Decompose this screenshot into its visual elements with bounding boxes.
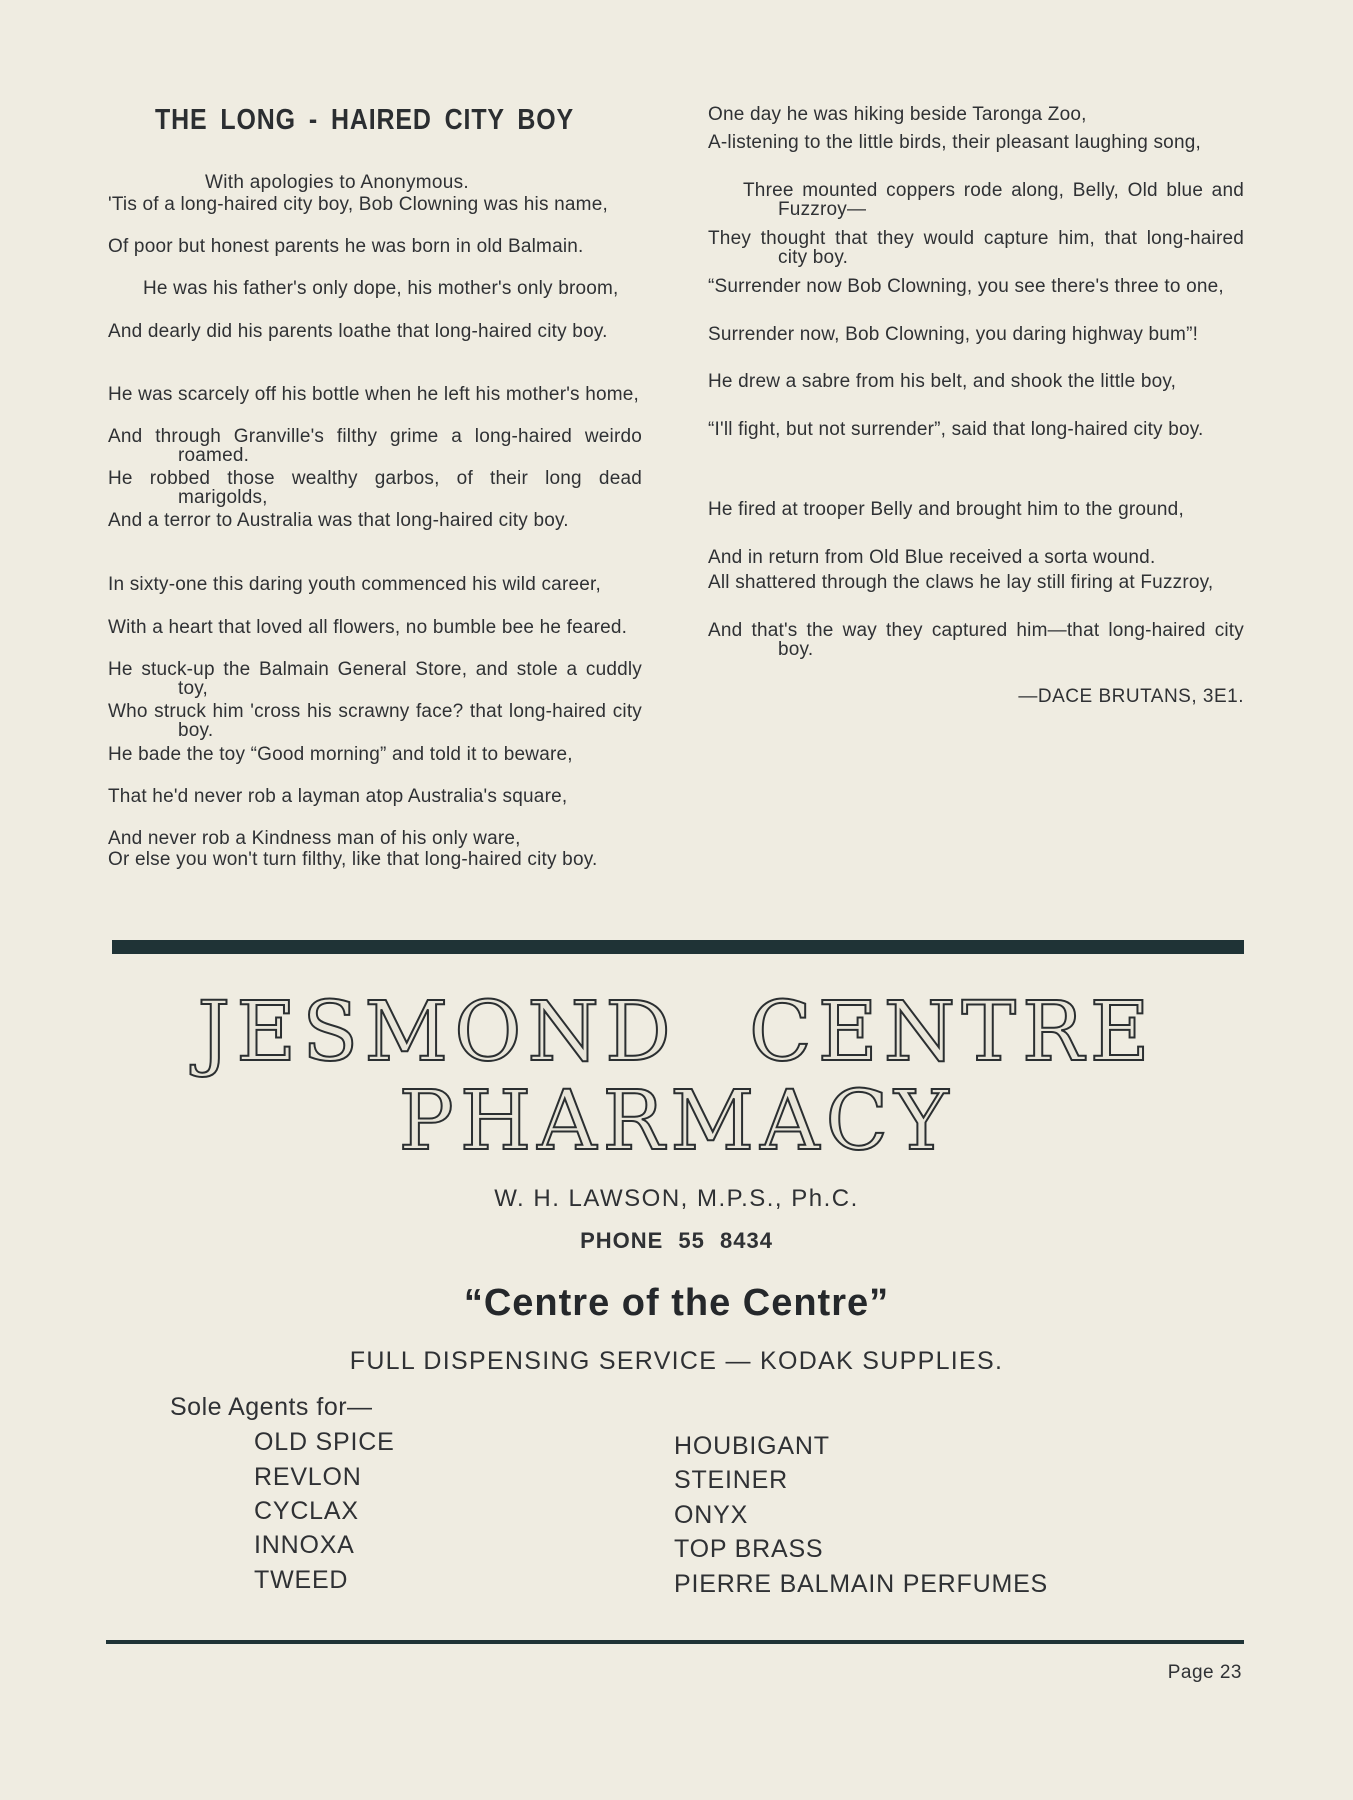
poem-line: Surrender now, Bob Clowning, you daring highway bum”! <box>708 324 1199 345</box>
poem-line: And a terror to Australia was that long-haired city boy. <box>108 510 569 531</box>
agent-item: CYCLAX <box>254 1497 359 1525</box>
poem-line: In sixty-one this daring youth commenced his wild career, <box>108 574 601 595</box>
proprietor: W. H. LAWSON, M.P.S., Ph.C. <box>494 1185 859 1212</box>
pharmacy-title-line1: JESMOND CENTRE <box>197 985 1156 1080</box>
agent-item: REVLON <box>254 1463 362 1491</box>
poem-line: He drew a sabre from his belt, and shook the little boy, <box>708 371 1177 392</box>
poem-line: One day he was hiking beside Taronga Zoo, <box>708 104 1087 125</box>
agent-item: TOP BRASS <box>674 1535 824 1563</box>
poem-line: And dearly did his parents loathe that long-haired city boy. <box>108 321 608 342</box>
poem-apology: With apologies to Anonymous. <box>205 172 469 193</box>
poem-line: That he'd never rob a layman atop Australia's square, <box>108 786 568 807</box>
poem-line: “Surrender now Bob Clowning, you see there's three to one, <box>708 276 1224 297</box>
poem-line: He stuck-up the Balmain General Store, and stole a cuddly toy, <box>108 659 642 699</box>
poem-line: Of poor but honest parents he was born in old Balmain. <box>108 236 584 257</box>
poem-line: Three mounted coppers rode along, Belly, Old blue and Fuzzroy— <box>743 180 1244 220</box>
phone-number: PHONE 55 8434 <box>580 1228 773 1253</box>
poem-line: “I'll fight, but not surrender”, said that long-haired city boy. <box>708 419 1204 440</box>
sole-agents-label: Sole Agents for— <box>170 1393 373 1421</box>
divider-thick <box>112 940 1244 954</box>
page-number: Page 23 <box>1167 1662 1242 1683</box>
poem-line: He robbed those wealthy garbos, of their long dead marigolds, <box>108 468 642 508</box>
agent-item: ONYX <box>674 1501 749 1529</box>
poem-line: He bade the toy “Good morning” and told it to beware, <box>108 744 573 765</box>
poem-line: And in return from Old Blue received a sorta wound. <box>708 547 1156 568</box>
poem-line: All shattered through the claws he lay still firing at Fuzzroy, <box>708 572 1214 593</box>
poem-line: And that's the way they captured him—that long-haired city boy. <box>708 620 1244 660</box>
agent-item: TWEED <box>254 1566 349 1594</box>
poem-line: Or else you won't turn filthy, like that long-haired city boy. <box>108 849 598 870</box>
agent-item: PIERRE BALMAIN PERFUMES <box>674 1570 1049 1598</box>
poem-line: And through Granville's filthy grime a long-haired weirdo roamed. <box>108 426 642 466</box>
slogan: “Centre of the Centre” <box>463 1282 890 1324</box>
poem-line: He was his father's only dope, his mother's only broom, <box>143 278 619 299</box>
poem-line: They thought that they would capture him, that long-haired city boy. <box>708 228 1244 268</box>
agent-item: HOUBIGANT <box>674 1432 830 1460</box>
poem-line: With a heart that loved all flowers, no bumble bee he feared. <box>108 617 628 638</box>
poem-line: A-listening to the little birds, their pleasant laughing song, <box>708 132 1201 153</box>
agent-item: OLD SPICE <box>254 1428 395 1456</box>
poem-line: Who struck him 'cross his scrawny face? that long-haired city boy. <box>108 701 642 741</box>
poem-line: He fired at trooper Belly and brought him to the ground, <box>708 499 1184 520</box>
agent-item: INNOXA <box>254 1531 355 1559</box>
poem-signature: —DACE BRUTANS, 3E1. <box>1018 686 1244 707</box>
poem-line: He was scarcely off his bottle when he left his mother's home, <box>108 384 640 405</box>
service-line: FULL DISPENSING SERVICE — KODAK SUPPLIES. <box>349 1347 1004 1375</box>
agent-item: STEINER <box>674 1466 788 1494</box>
poem-line: 'Tis of a long-haired city boy, Bob Clowning was his name, <box>108 194 608 215</box>
divider-thin <box>106 1640 1244 1644</box>
pharmacy-title-line2: PHARMACY <box>398 1074 955 1169</box>
poem-title: THE LONG - HAIRED CITY BOY <box>155 104 575 136</box>
poem-line: And never rob a Kindness man of his only ware, <box>108 828 521 849</box>
